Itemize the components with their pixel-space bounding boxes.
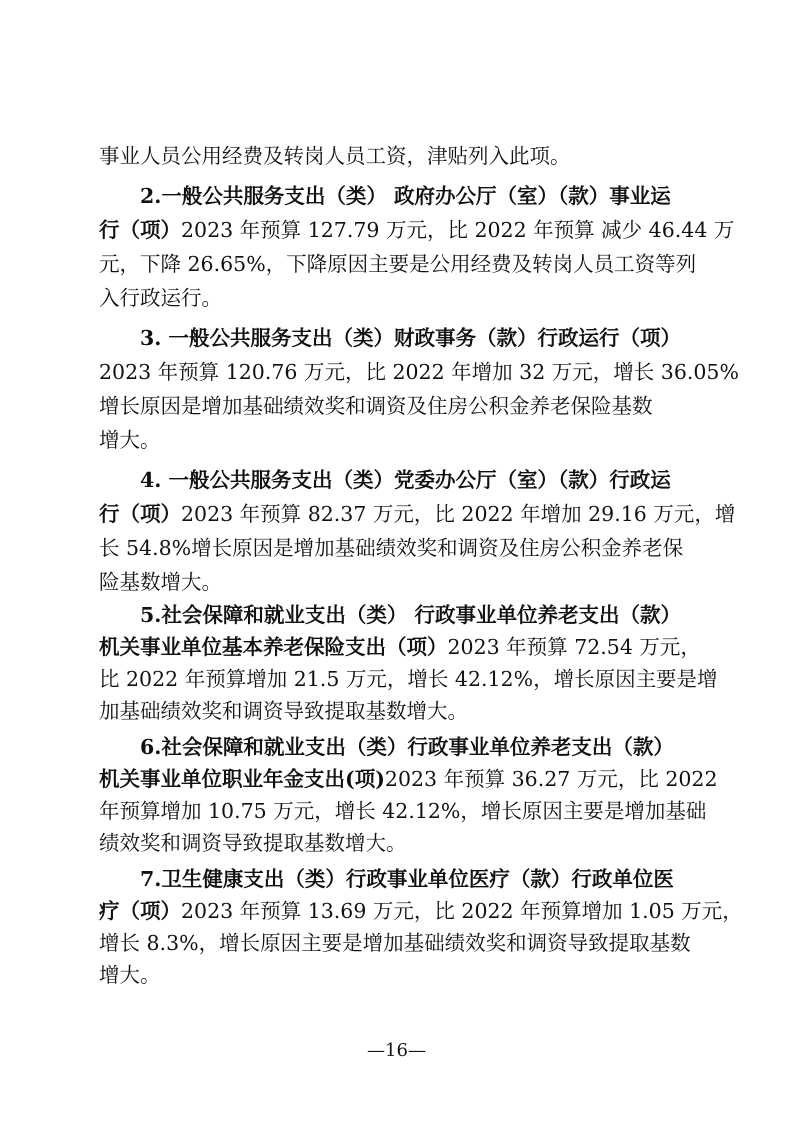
item-2-line-2-text: 2023 年预算 127.79 万元，比 2022 年预算 减少 46.44 万 [181,218,735,242]
item-5-line-2 [99,631,699,663]
item-4-line-2 [99,497,736,531]
item-7-line-3: 增长 8.3%，增长原因主要是增加基础绩效奖和调资导致提取基数 [99,931,691,955]
item-5-line-4: 加基础绩效奖和调资导致提取基数增大。 [99,699,468,723]
item-7-heading: 7.卫生健康支出（类）行政事业单位医疗（款）行政单位医 [140,867,674,891]
item-6-line-4: 绩效奖和调资导致提取基数增大。 [99,831,407,855]
item-4 [99,463,736,599]
document-body [99,139,743,991]
item-6-line-2 [99,763,718,795]
item-2-line-3: 元，下降 26.65%，下降原因主要是公用经费及转岗人员工资等列 [99,252,697,276]
item-6-line-2-text: 2023 年预算 36.27 万元，比 2022 [384,767,718,791]
item-3 [99,321,739,457]
item-6-heading: 6.社会保障和就业支出（类）行政事业单位养老支出（款） [140,735,674,759]
item-5-line-2-text: 2023 年预算 72.54 万元， [447,635,701,659]
item-4-heading-tail: 行（项） [99,502,181,526]
item-7-line-2 [99,895,743,927]
item-6-line-3: 年预算增加 10.75 万元，增长 42.12%，增长原因主要是增加基础 [99,799,707,823]
item-2 [99,179,735,315]
item-4-line-3: 长 54.8%增长原因是增加基础绩效奖和调资及住房公积金养老保 [99,536,684,560]
item-3-line-3: 增长原因是增加基础绩效奖和调资及住房公积金养老保险基数 [99,394,653,418]
page-number: —16— [367,1040,426,1061]
item-7-heading-tail: 疗（项） [99,899,181,923]
item-3-line-4: 增大。 [99,428,161,452]
intro-line: 事业人员公用经费及转岗人员工资，津贴列入此项。 [99,144,571,168]
item-5 [99,599,718,727]
item-2-line-2 [99,213,735,247]
item-2-line-4: 入行政运行。 [99,286,222,310]
item-5-heading-tail: 机关事业单位基本养老保险支出（项） [99,635,448,659]
item-5-line-3: 比 2022 年预算增加 21.5 万元，增长 42.12%，增长原因主要是增 [99,667,718,691]
item-7 [99,863,743,991]
item-4-line-4: 险基数增大。 [99,570,222,594]
item-2-heading: 2.一般公共服务支出（类） 政府办公厅（室）（款）事业运 [140,184,671,208]
item-6-heading-tail: 机关事业单位职业年金支出(项) [99,767,385,791]
item-6 [99,731,718,859]
item-7-line-2-text: 2023 年预算 13.69 万元，比 2022 年预算增加 1.05 万元， [181,899,743,923]
item-7-line-4: 增大。 [99,963,161,987]
item-2-heading-tail: 行（项） [99,218,181,242]
item-3-heading: 3. 一般公共服务支出（类）财政事务（款）行政运行（项） [140,326,682,350]
item-5-heading: 5.社会保障和就业支出（类） 行政事业单位养老支出（款） [140,603,682,627]
item-4-heading: 4. 一般公共服务支出（类）党委办公厅（室）（款）行政运 [140,468,671,492]
item-4-line-2-text: 2023 年预算 82.37 万元，比 2022 年增加 29.16 万元，增 [181,502,736,526]
item-3-line-2: 2023 年预算 120.76 万元，比 2022 年增加 32 万元，增长 36.05% [99,360,739,384]
